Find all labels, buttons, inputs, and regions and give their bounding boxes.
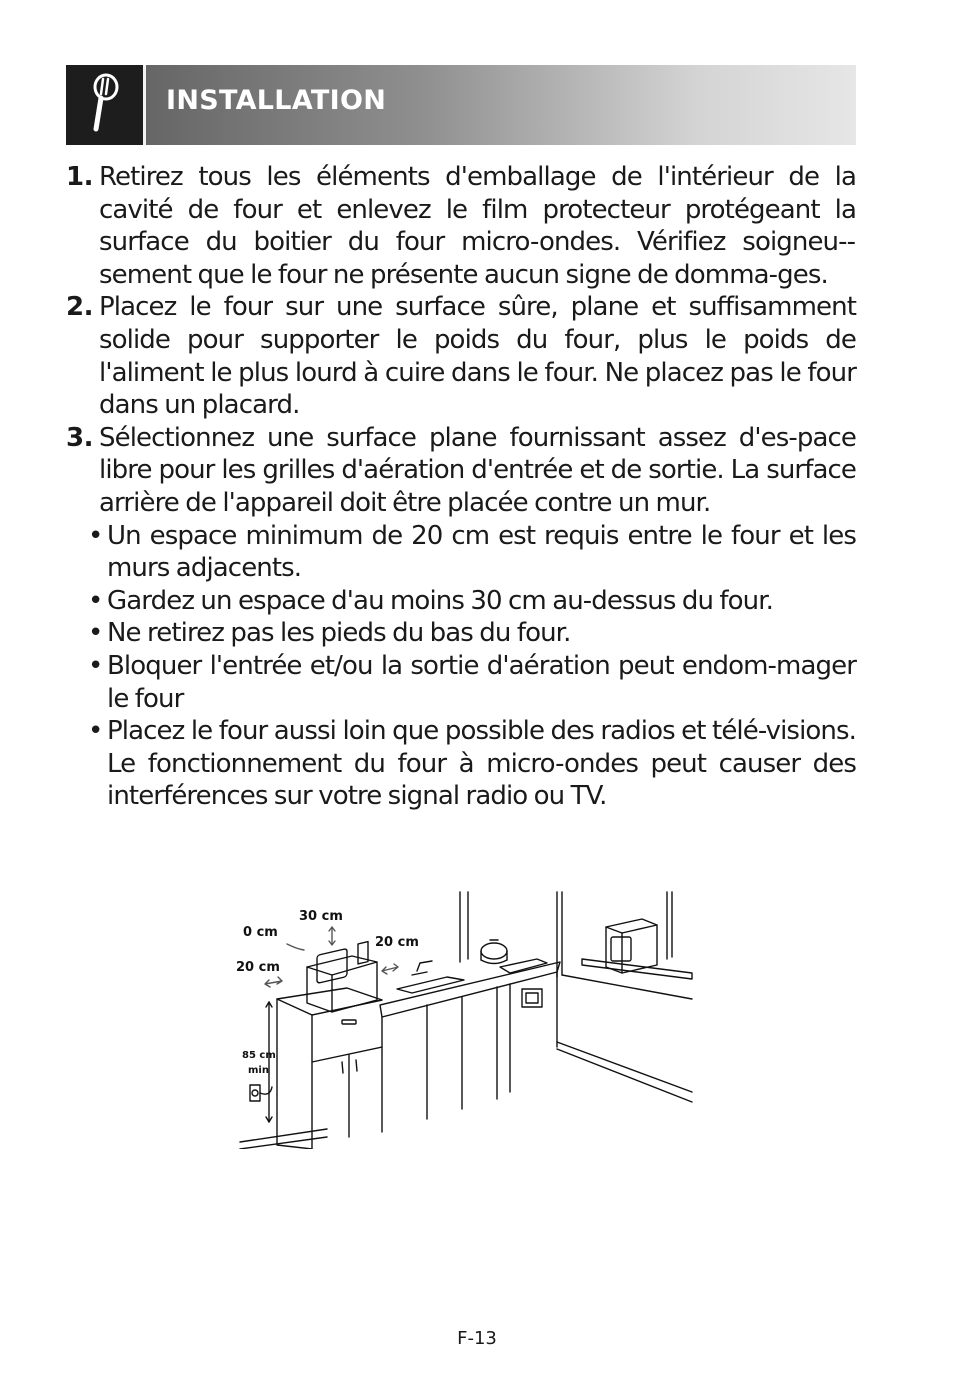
- bullet-icon: •: [88, 618, 103, 649]
- label-height-value: 85 cm: [242, 1050, 276, 1061]
- room-walls: [240, 892, 692, 1149]
- step-number: 2.: [66, 292, 93, 323]
- label-right-clearance: 20 cm: [375, 935, 419, 950]
- kitchen-installation-illustration: [232, 887, 700, 1149]
- window-sill: [582, 892, 692, 979]
- bullet-item: [66, 585, 856, 618]
- header-icon-box: [66, 65, 143, 145]
- bullet-text: Gardez un espace d'au moins 30 cm au-dessus du four.: [107, 585, 774, 616]
- info-wrench-icon: [66, 65, 143, 145]
- list-item-step-3: [66, 422, 856, 520]
- label-rear-clearance: 0 cm: [243, 925, 278, 940]
- bullet-icon: •: [88, 716, 103, 747]
- list-item-step-2: [66, 291, 856, 421]
- label-height-suffix: min: [248, 1065, 269, 1076]
- step-number: 3.: [66, 422, 93, 453]
- bullet-icon: •: [88, 650, 103, 681]
- page-number: F-13: [457, 1328, 497, 1349]
- bullet-icon: •: [88, 585, 103, 616]
- section-header: [66, 65, 856, 145]
- base-cabinet: [277, 988, 382, 1149]
- label-top-clearance: 30 cm: [299, 909, 343, 924]
- steps-list: [66, 161, 856, 520]
- bullet-text: Un espace minimum de 20 cm est requis entre le four et les murs adjacents.: [107, 520, 856, 584]
- bullet-text: Placez le four aussi loin que possible des radios et télé-visions. Le fonctionnement du four à micro-ondes peut causer des interférences sur votre signal radio ou TV.: [107, 716, 856, 812]
- instructions: [66, 161, 856, 813]
- page-title: INSTALLATION: [166, 85, 387, 116]
- height-dimension: [266, 1002, 272, 1122]
- step-text: Placez le four sur une surface sûre, plane et suffisamment solide pour supporter le poids du four, plus le poids de l'aliment le plus lourd à cuire dans le four. Ne placez pas le four dans un placard.: [99, 292, 856, 421]
- bullet-icon: •: [88, 520, 103, 551]
- step-text: Retirez tous les éléments d'emballage de l'intérieur de la cavité de four et enlevez le film protecteur protégeant la surface du boitier du four micro-ondes. Vérifiez soigneu-sement que le four ne présente aucun signe de domma-ges.: [99, 162, 856, 290]
- bullet-list: [66, 520, 856, 813]
- bullet-text: Bloquer l'entrée et/ou la sortie d'aération peut endom-mager le four: [107, 650, 856, 714]
- microwave-oven: [307, 942, 377, 1012]
- kitchen-counter: [380, 961, 560, 1132]
- clearance-labels: [236, 909, 419, 1076]
- bullet-item: [66, 617, 856, 650]
- bullet-item: [66, 650, 856, 715]
- bullet-item: [66, 520, 856, 585]
- bullet-item: [66, 715, 856, 813]
- bullet-text: Ne retirez pas les pieds du bas du four.: [107, 618, 571, 649]
- list-item-step-1: [66, 161, 856, 291]
- step-number: 1.: [66, 162, 93, 192]
- step-text: Sélectionnez une surface plane fournissant assez d'es-pace libre pour les grilles d'aération d'entrée et de sortie. La surface arrière de l'appareil doit être placée contre un mur.: [99, 422, 856, 518]
- label-left-clearance: 20 cm: [236, 960, 280, 975]
- header-divider: [143, 65, 146, 145]
